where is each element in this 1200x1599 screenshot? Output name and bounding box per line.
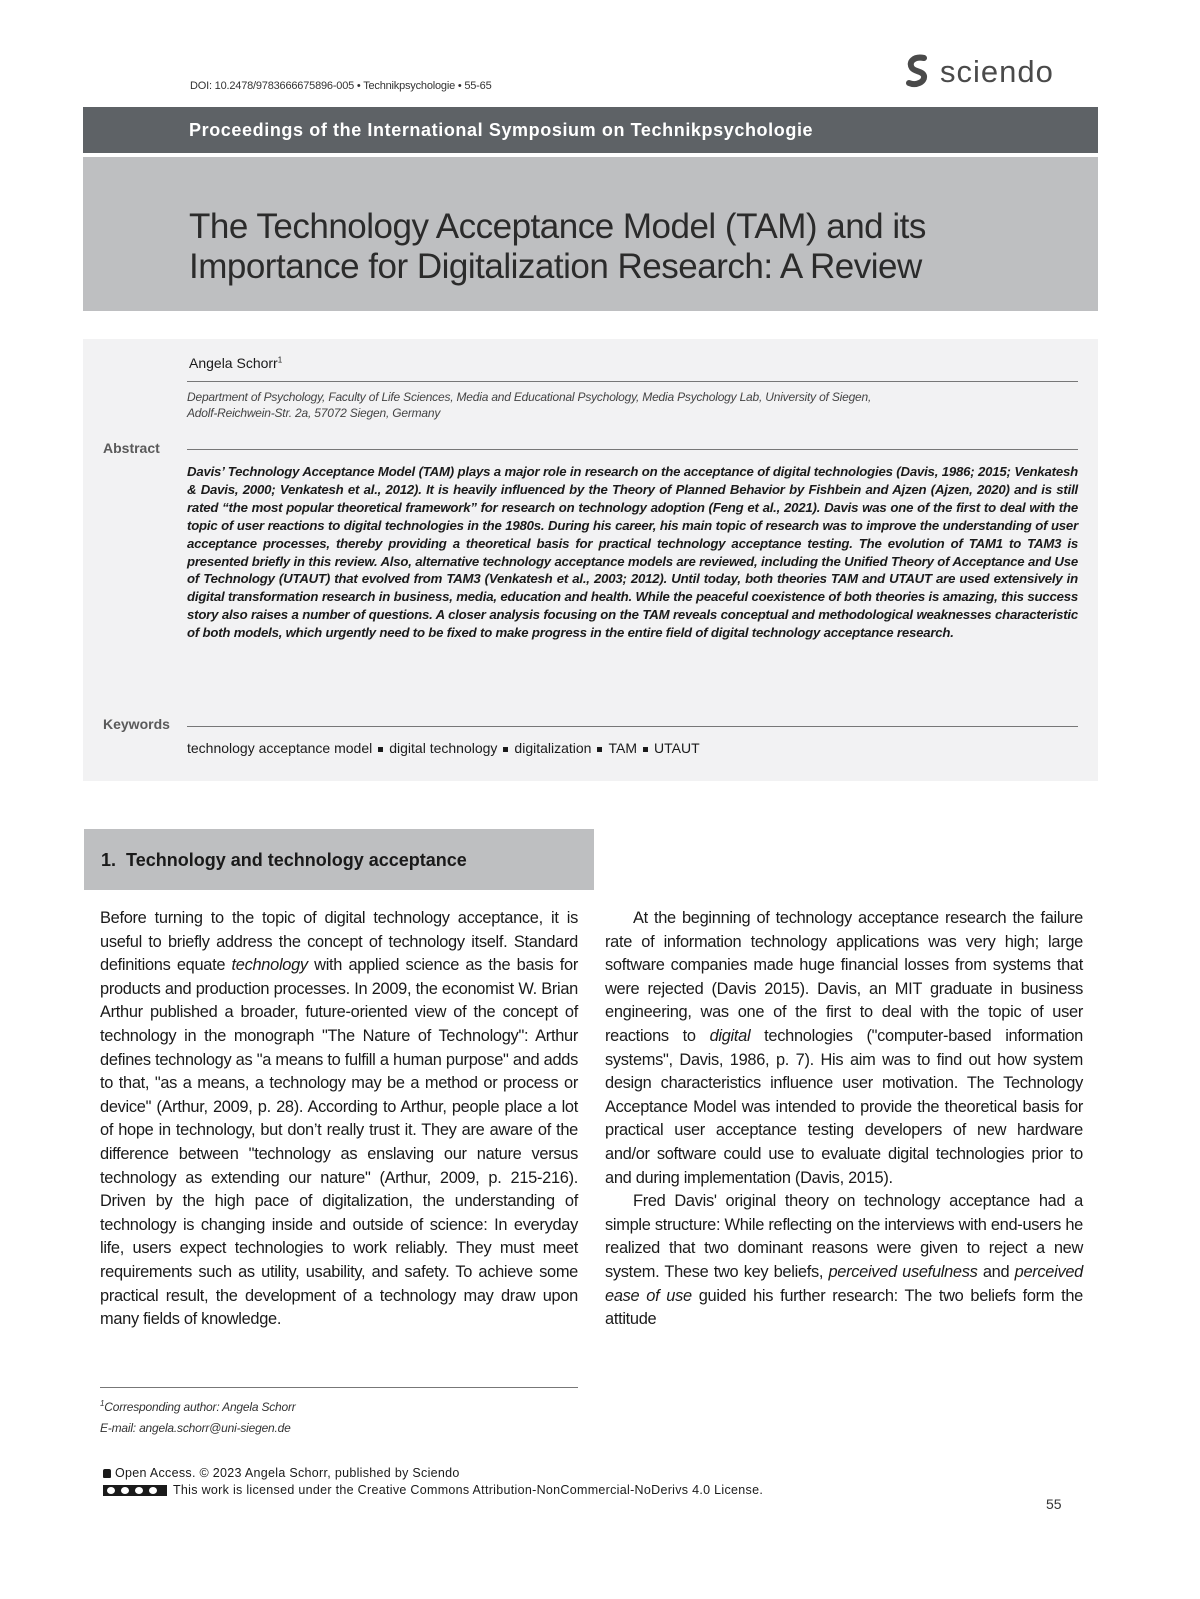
paragraph — [605, 1190, 1083, 1332]
text-run: At the beginning of technology acceptance research the failure rate of information technology applications was very high; large software companies made huge financial losses from systems that were rejected (Davis 2015). Davis, an MIT graduate in business engineering, was one of the first to deal with the topic of user reactions to — [605, 909, 1083, 1045]
emphasis: technology — [231, 956, 308, 975]
cc-license-icon[interactable] — [103, 1485, 167, 1496]
paper-title — [189, 207, 1069, 287]
doi-line: DOI: 10.2478/9783666675896-005 • Technikpsychologie • 55-65 — [190, 80, 492, 92]
keyword: digitalization — [514, 740, 592, 756]
abstract-text: Davis’ Technology Acceptance Model (TAM) plays a major role in research on the acceptance of digital technologies (Davis, 1986; 2015; Venkatesh & Davis, 2000; Venkatesh et al., 2012). It is heavily influenced by the Theory of Planned Behavior by Fishbein and Ajzen (Ajzen, 2020) and is still rated “the most popular theoretical framework” for research on technology adoption (Feng et al., 2021). Davis was one of the first to deal with the topic of user reactions to digital technologies in the 1980s. During his career, his main topic of research was to improve the understanding of user acceptance processes, thereby providing a theoretical basis for practical technology acceptance testing. The evolution of TAM1 to TAM3 is presented briefly in this review. Also, alternative technology acceptance models are reviewed, including the Unified Theory of Acceptance and Use of Technology (UTAUT) that evolved from TAM3 (Venkatesh et al., 2003; 2012). Until today, both theories TAM and UTAUT are used extensively in digital transformation research in business, media, education and health. While the peaceful coexistence of both theories is amazing, this success story also raises a number of questions. A closer analysis focusing on the TAM reveals conceptual and methodological weaknesses characteristic of both models, which urgently need to be fixed to make progress in the entire field of digital technology acceptance research. — [187, 464, 1078, 641]
text-run: and — [977, 1262, 1015, 1281]
abstract-divider — [187, 449, 1078, 450]
author-line — [189, 355, 282, 371]
page-number: 55 — [1046, 1496, 1062, 1512]
publisher-logo[interactable] — [904, 52, 1054, 92]
license-line — [103, 1483, 763, 1497]
author-footnote-mark[interactable]: 1 — [277, 355, 283, 365]
keyword-separator — [503, 747, 508, 752]
open-access-text: Open Access. © 2023 Angela Schorr, published by Sciendo — [115, 1466, 460, 1480]
keyword-separator — [597, 747, 602, 752]
keyword: digital technology — [389, 740, 498, 756]
text-run: Fred Davis' original theory on technology acceptance had a simple structure: While reflecting on the interviews with end-users he realized that two dominant reasons were given to reject a new system. These two key beliefs, — [605, 1192, 1083, 1281]
affiliation-line-1: Department of Psychology, Faculty of Life Sciences, Media and Educational Psychology, Media Psychology Lab, University of Siegen, — [187, 390, 872, 404]
footnote-text: Corresponding author: Angela Schorr — [104, 1400, 296, 1414]
footnote-email[interactable]: E-mail: angela.schorr@uni-siegen.de — [100, 1421, 291, 1435]
author-name: Angela Schorr — [189, 355, 278, 371]
emphasis: digital — [709, 1026, 751, 1045]
license-text[interactable]: This work is licensed under the Creative Commons Attribution-NonCommercial-NoDerivs 4.0 License. — [173, 1483, 764, 1497]
section-title: Technology and technology acceptance — [126, 850, 467, 870]
open-access-lock-icon — [103, 1469, 111, 1478]
keywords-list — [187, 740, 700, 756]
body-column-right — [605, 907, 1083, 1332]
keyword: technology acceptance model — [187, 740, 373, 756]
footnote-mark: 1 — [100, 1399, 105, 1408]
paragraph — [605, 907, 1083, 1190]
abstract-label: Abstract — [103, 440, 160, 456]
body-column-left — [100, 907, 578, 1332]
text-run: technologies ("computer-based information systems", Davis, 1986, p. 7). His aim was to find out how system design characteristics influence user motivation. The Technology Acceptance Model was intended to provide the theoretical basis for practical user acceptance testing developers of new hardware and/or software could use to evaluate digital technologies prior to and during implementation (Davis, 2015). — [605, 1026, 1083, 1187]
keyword-separator — [378, 747, 383, 752]
paper-title-line-1: The Technology Acceptance Model (TAM) and its — [189, 207, 926, 246]
emphasis: perceived ease of use — [605, 1262, 1083, 1305]
sciendo-logo-icon — [904, 54, 930, 90]
footnote-author — [100, 1399, 296, 1414]
paragraph — [100, 907, 578, 1332]
paper-title-line-2: Importance for Digitalization Research: A Review — [189, 247, 922, 286]
keyword: TAM — [608, 740, 637, 756]
text-run: Before turning to the topic of digital technology acceptance, it is useful to briefly address the concept of technology itself. Standard definitions equate — [100, 909, 578, 975]
emphasis: perceived usefulness — [828, 1262, 978, 1281]
section-number: 1. — [101, 850, 117, 870]
keywords-label: Keywords — [103, 716, 170, 732]
affiliation — [187, 389, 1067, 421]
title-block — [83, 157, 1098, 311]
author-divider — [187, 381, 1078, 382]
affiliation-line-2: Adolf-Reichwein-Str. 2a, 57072 Siegen, Germany — [187, 406, 441, 420]
keyword-separator — [643, 747, 648, 752]
banner-title: Proceedings of the International Symposium on Technikpsychologie — [189, 120, 814, 140]
section-heading-box — [84, 829, 594, 890]
keyword: UTAUT — [654, 740, 700, 756]
text-run: guided his further research: The two beliefs form the attitude — [605, 1286, 1083, 1329]
open-access-line — [103, 1466, 460, 1480]
keywords-divider — [187, 726, 1078, 727]
section-heading — [101, 850, 467, 871]
footnote-divider — [100, 1387, 578, 1388]
text-run: with applied science as the basis for products and production processes. In 2009, the economist W. Brian Arthur published a broader, future-oriented view of the concept of technology in the monograph "The Nature of Technology": Arthur defines technology as "a means to fulfill a human purpose" and adds to that, "as a means, a technology may be a method or process or device" (Arthur, 2009, p. 28). According to Arthur, people place a lot of hope in technology, but don’t really trust it. They are aware of the difference between "technology as enslaving our nature versus technology as extending our nature" (Arthur, 2009, p. 215-216). Driven by the high pace of digitalization, the understanding of technology is changing inside and outside of science: In everyday life, users expect technologies to work reliably. They must meet requirements such as utility, usability, and safety. To achieve some practical result, the development of a technology may draw upon many fields of knowledge. — [100, 956, 578, 1329]
proceedings-banner — [83, 107, 1098, 153]
logo-wordmark: sciendo — [940, 54, 1054, 89]
